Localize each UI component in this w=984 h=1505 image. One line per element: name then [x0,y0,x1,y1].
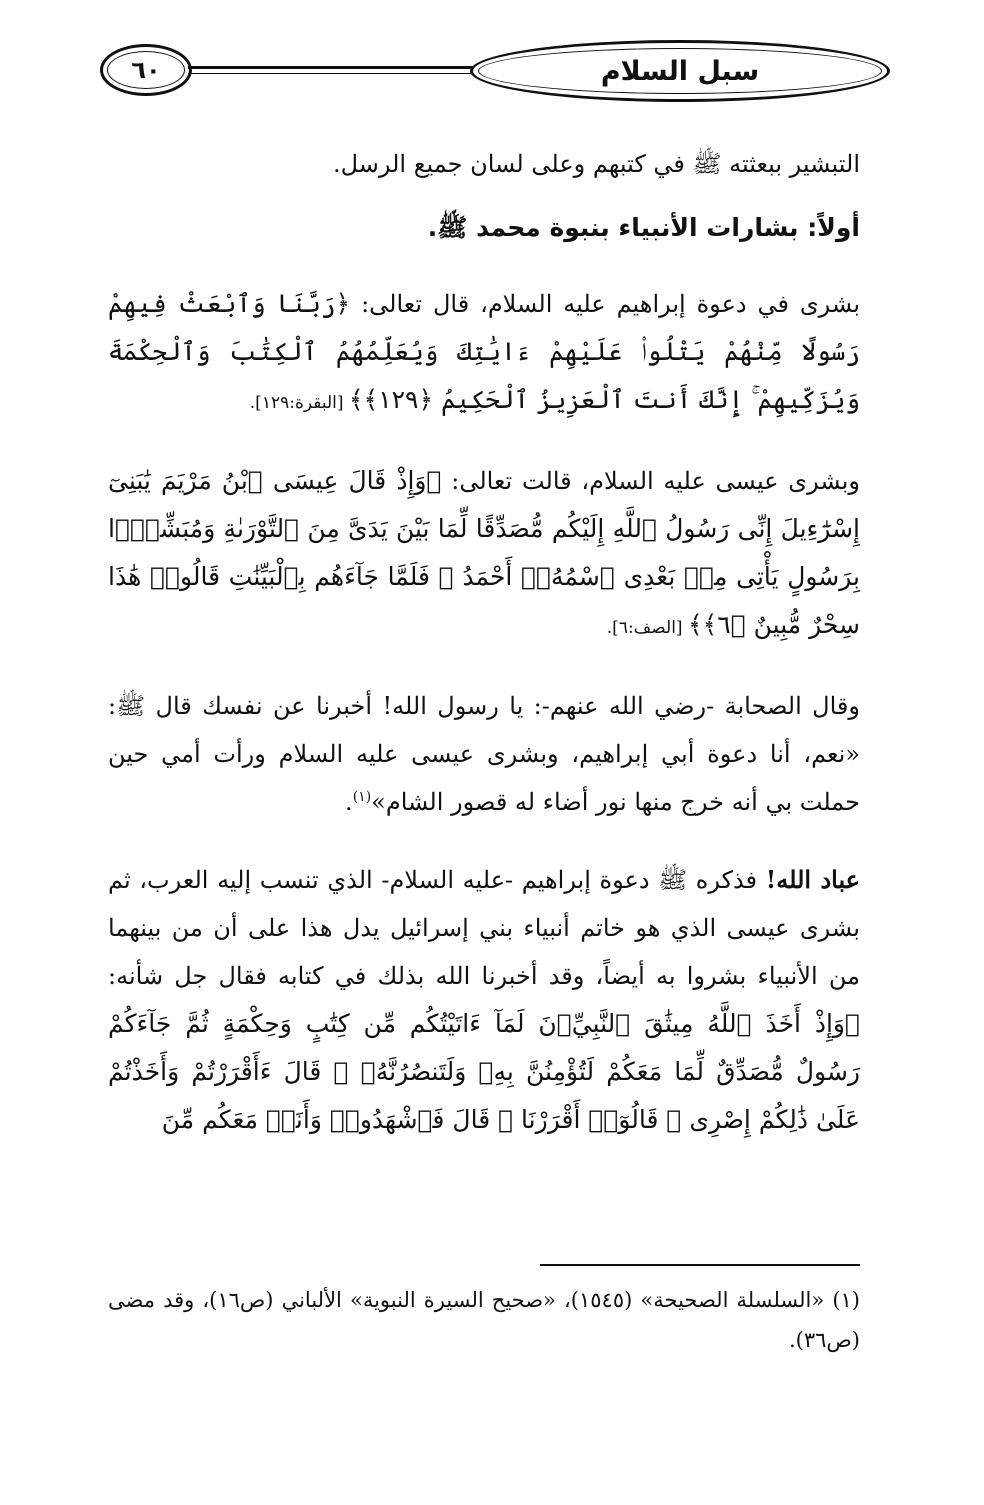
book-title: سبل السلام [600,55,760,87]
paragraph-ibrahim [108,280,860,427]
section-heading: أولاً: بشارات الأنبياء بنبوة محمد ﷺ. [427,213,860,242]
quran-verse: ﴿وَإِذْ قَالَ عِيسَى ٱبْنُ مَرْيَمَ يَٰبَنِىٓ إِسْرَٰٓءِيلَ إِنِّى رَسُولُ ٱللَّهِ إِلَيْكُم مُّصَدِّقًا لِّمَا بَيْنَ يَدَىَّ مِنَ ٱلتَّوْرَىٰةِ وَمُبَشِّرًۢا بِرَسُولٍ يَأْتِى مِنۢ بَعْدِى ٱسْمُهُۥٓ أَحْمَدُ ۖ فَلَمَّا جَآءَهُم بِٱلْبَيِّنَٰتِ قَالُوا۟ هَٰذَا سِحْرٌ مُّبِينٌ ﴿٦﴾﴾ [108,466,860,639]
page-number-frame [100,44,192,96]
footnote-separator [540,1264,860,1266]
paragraph-text: وبشرى عيسى عليه السلام، قالت تعالى: [441,467,860,495]
verse-reference: [البقرة:١٢٩]. [249,393,349,413]
intro-line: التبشير ببعثته ﷺ في كتبهم وعلى لسان جميع الرسل. [332,150,860,178]
footnote: (١) «السلسلة الصحيحة» (١٥٤٥)، «صحيح السيرة النبوية» الألباني (ص١٦)، وقد مضى (ص٣٦). [108,1288,860,1352]
paragraph-text: بشرى في دعوة إبراهيم عليه السلام، قال تعالى: [350,290,860,318]
page-body [108,140,860,1144]
footnote-marker: (١) [352,789,372,805]
paragraph-hadith [108,682,860,826]
book-title-frame [470,40,890,102]
address-lead: عباد الله! [765,865,861,894]
quran-verse: ﴿وَإِذْ أَخَذَ ٱللَّهُ مِيثَٰقَ ٱلنَّبِيِّۦنَ لَمَآ ءَاتَيْتُكُم مِّن كِتَٰبٍ وَحِكْمَةٍ ثُمَّ جَآءَكُمْ رَسُولٌ مُّصَدِّقٌ لِّمَا مَعَكُمْ لَتُؤْمِنُنَّ بِهِۦ وَلَتَنصُرُنَّهُۥ ۚ قَالَ ءَأَقْرَرْتُمْ وَأَخَذْتُمْ عَلَىٰ ذَٰلِكُمْ إِصْرِى ۖ قَالُوٓا۟ أَقْرَرْنَا ۚ قَالَ فَٱشْهَدُوا۟ وَأَنَا۠ مَعَكُم مِّنَ [108,1009,860,1134]
verse-reference: [الصف:٦]. [606,618,688,638]
paragraph-end: . [345,788,353,816]
header-rule [188,66,474,69]
page-header [100,36,890,106]
page-number: ٦٠ [131,56,161,84]
paragraph-text: وقال الصحابة -رضي الله عنهم-: يا رسول الله! أخبرنا عن نفسك قال ﷺ: «نعم، أنا دعوة أبي إبراهيم، وبشرى عيسى عليه السلام ورأت أمي حين حملت بي أنه خرج منها نور أضاء له قصور الشام» [108,692,860,816]
paragraph-isa [108,457,860,652]
paragraph-covenant [108,856,860,1144]
paragraph-text: فذكره ﷺ دعوة إبراهيم -عليه السلام- الذي تنسب إليه العرب، ثم بشرى عيسى الذي هو خاتم أنبياء بني إسرائيل يدل هذا على أن من بينهما من الأنبياء بشروا به أيضاً، وقد أخبرنا الله بذلك في كتابه فقال جل شأنه: [108,866,860,990]
quran-verse: ﴿رَبَّنَا وَٱبْعَثْ فِيهِمْ رَسُولًا مِّنْهُمْ يَتْلُوا۟ عَلَيْهِمْ ءَايَٰتِكَ وَيُعَلِّمُهُمُ ٱلْكِتَٰبَ وَٱلْحِكْمَةَ وَيُزَكِّيهِمْ ۚ إِنَّكَ أَنتَ ٱلْعَزِيزُ ٱلْحَكِيمُ ﴿١٢٩﴾﴾ [108,289,860,414]
